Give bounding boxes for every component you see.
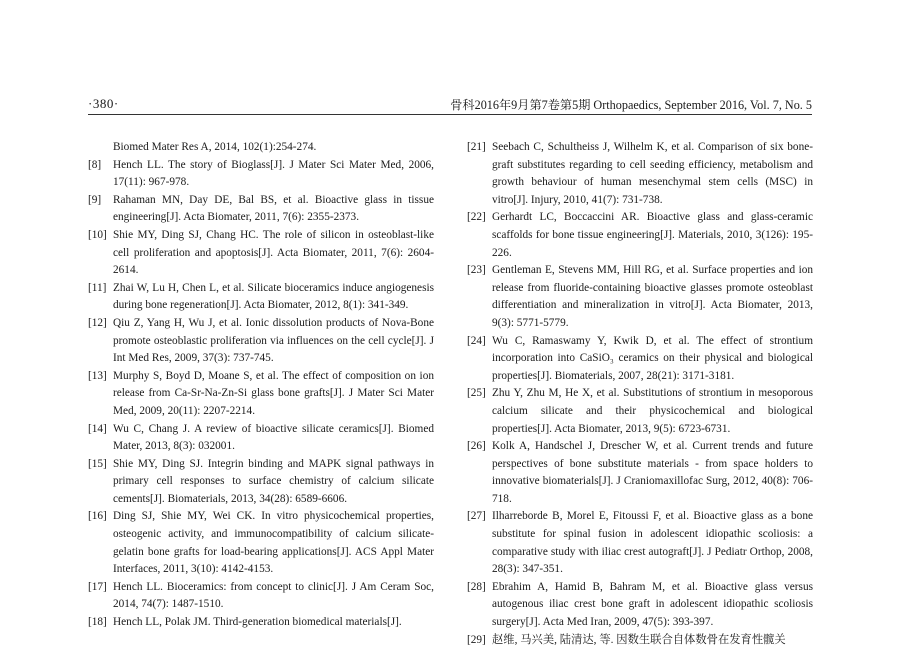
reference-item (88, 579, 434, 614)
reference-item (88, 139, 434, 157)
reference-number: [27] (467, 510, 486, 523)
reference-number: [24] (467, 334, 486, 347)
reference-item (88, 227, 434, 280)
header-rule (88, 114, 812, 115)
reference-number: [25] (467, 387, 486, 400)
left-reference-column (88, 139, 434, 632)
reference-text: Seebach C, Schultheiss J, Wilhelm K, et al. Comparison of six bone-graft substitutes regarding to cell seeding efficiency, metabolism and growth behaviour of human mesenchymal stem cells (MSC) in vitro[J]. Injury, 2010, 41(7): 731-738. (492, 141, 813, 206)
reference-number: [11] (88, 281, 107, 294)
page-number: ·380· (88, 96, 119, 111)
reference-number: [26] (467, 440, 486, 453)
reference-item (88, 315, 434, 368)
reference-text: Zhai W, Lu H, Chen L, et al. Silicate bioceramics induce angiogenesis during bone regeneration[J]. Acta Biomater, 2012, 8(1): 341-349. (113, 281, 434, 312)
reference-item (467, 508, 813, 578)
reference-number: [17] (88, 580, 107, 593)
reference-item (88, 280, 434, 315)
reference-item (88, 508, 434, 578)
reference-item (467, 139, 813, 209)
reference-text: Wu C, Chang J. A review of bioactive silicate ceramics[J]. Biomed Mater, 2013, 8(3): 032001. (113, 422, 434, 453)
reference-text: Ding SJ, Shie MY, Wei CK. In vitro physicochemical properties, osteogenic activity, and immunocompatibility of calcium silicate-gelatin bone grafts for load-bearing applications[J]. ACS Appl Mater Interfaces, 2011, 3(10): 4142-4153. (113, 510, 434, 576)
reference-text: Hench LL. Bioceramics: from concept to clinic[J]. J Am Ceram Soc, 2014, 74(7): 1487-1510. (113, 580, 434, 611)
reference-item (467, 209, 813, 262)
reference-item (467, 632, 813, 649)
reference-item (467, 579, 813, 632)
reference-number: [13] (88, 369, 107, 382)
reference-number: [12] (88, 316, 107, 329)
reference-item (88, 368, 434, 421)
reference-text: Gentleman E, Stevens MM, Hill RG, et al. Surface properties and ion release from fluoride-containing bioactive glasses promote osteoblast differentiation and mineralization in vitro[J]. Acta Biomater, 2013, 9(3): 5771-5779. (492, 264, 813, 329)
reference-item (88, 157, 434, 192)
reference-text: Ebrahim A, Hamid B, Bahram M, et al. Bioactive glass versus autogenous iliac crest bone graft in adolescent idiopathic scoliosis surgery[J]. Acta Med Iran, 2009, 47(5): 393-397. (492, 580, 813, 629)
reference-text: Hench LL. The story of Bioglass[J]. J Mater Sci Mater Med, 2006, 17(11): 967-978. (113, 158, 434, 189)
reference-item (88, 456, 434, 509)
reference-number: [18] (88, 616, 107, 629)
reference-number: [15] (88, 457, 107, 470)
reference-item (467, 333, 813, 386)
reference-text: Shie MY, Ding SJ, Chang HC. The role of silicon in osteoblast-like cell proliferation and apoptosis[J]. Acta Biomater, 2011, 7(6): 2604-2614. (113, 228, 434, 277)
reference-text: Biomed Mater Res A, 2014, 102(1):254-274. (113, 141, 317, 153)
reference-number: [21] (467, 141, 486, 153)
reference-text: Zhu Y, Zhu M, He X, et al. Substitutions of strontium in mesoporous calcium silicate and their physicochemical and biological properties[J]. Acta Biomater, 2013, 9(5): 6723-6731. (492, 387, 813, 435)
reference-text: Shie MY, Ding SJ. Integrin binding and MAPK signal pathways in primary cell responses to surface chemistry of calcium silicate cements[J]. Biomaterials, 2013, 34(28): 6589-6606. (113, 457, 434, 505)
reference-text: Murphy S, Boyd D, Moane S, et al. The effect of composition on ion release from Ca-Sr-Na-Zn-Si glass bone grafts[J]. J Mater Sci Mater Med, 2009, 20(11): 2207-2214. (113, 369, 434, 417)
right-reference-column (467, 139, 813, 649)
reference-text: Kolk A, Handschel J, Drescher W, et al. Current trends and future perspectives of bone substitute materials - from space holders to innovative biomaterials[J]. J Craniomaxillofac Surg, 2012, 40(8): 706-718. (492, 440, 813, 505)
reference-text: Wu C, Ramaswamy Y, Kwik D, et al. The effect of strontium incorporation into CaSiO₃ ceramics on their physical and biological properties[J]. Biomaterials, 2007, 28(21): 3171-3181. (492, 334, 813, 382)
reference-item (467, 385, 813, 438)
reference-text: Ilharreborde B, Morel E, Fitoussi F, et al. Bioactive glass as a bone substitute for spinal fusion in adolescent idiopathic scoliosis: a comparative study with iliac crest autograft[J]. J Pediatr Orthop, 2008, 28(3): 347-351. (492, 510, 813, 576)
reference-item (467, 438, 813, 508)
reference-text: Hench LL, Polak JM. Third-generation biomedical materials[J]. (113, 616, 402, 629)
reference-number: [8] (88, 158, 102, 171)
reference-number: [10] (88, 228, 107, 241)
reference-item (88, 421, 434, 456)
reference-item (88, 614, 434, 632)
reference-number: [28] (467, 580, 486, 593)
reference-number: [23] (467, 264, 486, 277)
reference-item (88, 192, 434, 227)
reference-item (467, 262, 813, 332)
reference-number: [14] (88, 422, 107, 435)
reference-text: 赵维, 马兴美, 陆清达, 等. 因数生联合自体数骨在发育性髋关 (492, 633, 786, 646)
reference-text: Rahaman MN, Day DE, Bal BS, et al. Bioactive glass in tissue engineering[J]. Acta Biomater, 2011, 7(6): 2355-2373. (113, 193, 434, 224)
reference-text: Gerhardt LC, Boccaccini AR. Bioactive glass and glass-ceramic scaffolds for bone tissue engineering[J]. Materials, 2010, 3(126): 195-226. (492, 211, 813, 259)
reference-number: [29] (467, 633, 486, 646)
reference-number: [9] (88, 193, 102, 206)
journal-header: 骨科2016年9月第7卷第5期 Orthopaedics, September 2016, Vol. 7, No. 5 (450, 98, 812, 112)
reference-number: [22] (467, 211, 486, 224)
reference-number: [16] (88, 510, 107, 523)
reference-text: Qiu Z, Yang H, Wu J, et al. Ionic dissolution products of Nova-Bone promote osteoblastic proliferation via influences on the cell cycle[J]. J Int Med Res, 2009, 37(3): 737-745. (113, 316, 434, 365)
